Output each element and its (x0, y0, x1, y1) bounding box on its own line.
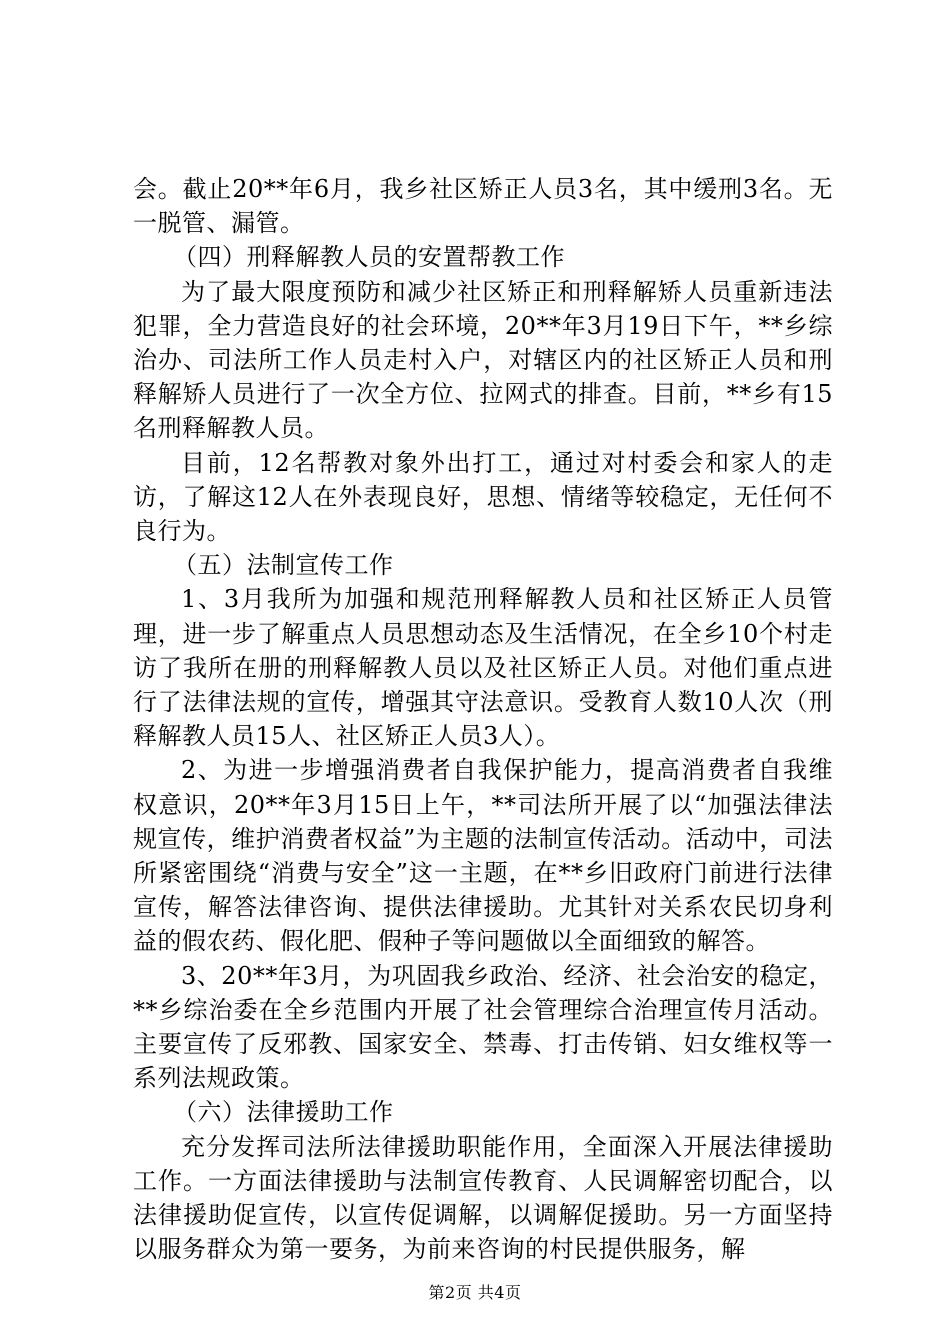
document-body (133, 172, 833, 1267)
section-heading-legal-publicity: （五）法制宣传工作 (173, 551, 394, 580)
paragraph-legal-aid: 充分发挥司法所法律援助职能作用，全面深入开展法律援助工作。一方面法律援助与法制宣传教育、人民调解密切配合，以法律援助促宣传，以宣传促调解，以调解促援助。另一方面坚持以服务群众为第一要务，为前来咨询的村民提供服务，解 (133, 1132, 833, 1264)
page-footer: 第2页 共4页 (428, 1283, 522, 1302)
paragraph-publicity-item-1: 1、3月我所为加强和规范刑释解教人员和社区矫正人员管理，进一步了解重点人员思想动态及生活情况，在全乡10个村走访了我所在册的刑释解教人员以及社区矫正人员。对他们重点进行了法律法规的宣传，增强其守法意识。受教育人数10人次（刑释解教人员15人、社区矫正人员3人）。 (133, 585, 833, 751)
paragraph-migrant-workers: 目前，12名帮教对象外出打工，通过对村委会和家人的走访，了解这12人在外表现良好，思想、情绪等较稳定，无任何不良行为。 (133, 448, 833, 546)
paragraph-screening: 为了最大限度预防和减少社区矫正和刑释解矫人员重新违法犯罪，全力营造良好的社会环境，20**年3月19日下午，**乡综治办、司法所工作人员走村入户，对辖区内的社区矫正人员和刑释解矫人员进行了一次全方位、拉网式的排查。目前，**乡有15名刑释解教人员。 (133, 277, 833, 443)
paragraph-publicity-item-2: 2、为进一步增强消费者自我保护能力，提高消费者自我维权意识，20**年3月15日上午，**司法所开展了以“加强法律法规宣传，维护消费者权益”为主题的法制宣传活动。活动中，司法所紧密围绕“消费与安全”这一主题，在**乡旧政府门前进行法律宣传，解答法律咨询、提供法律援助。尤其针对关系农民切身利益的假农药、假化肥、假种子等问题做以全面细致的解答。 (133, 756, 833, 956)
section-heading-resettlement: （四）刑释解教人员的安置帮教工作 (173, 243, 565, 272)
section-heading-legal-aid: （六）法律援助工作 (173, 1098, 394, 1127)
paragraph-publicity-item-3: 3、20**年3月，为巩固我乡政治、经济、社会治安的稳定，**乡综治委在全乡范围内开展了社会管理综合治理宣传月活动。主要宣传了反邪教、国家安全、禁毒、打击传销、妇女维权等一系列法规政策。 (133, 961, 833, 1093)
paragraph-continuation: 会。截止20**年6月，我乡社区矫正人员3名，其中缓刑3名。无一脱管、漏管。 (133, 175, 833, 238)
